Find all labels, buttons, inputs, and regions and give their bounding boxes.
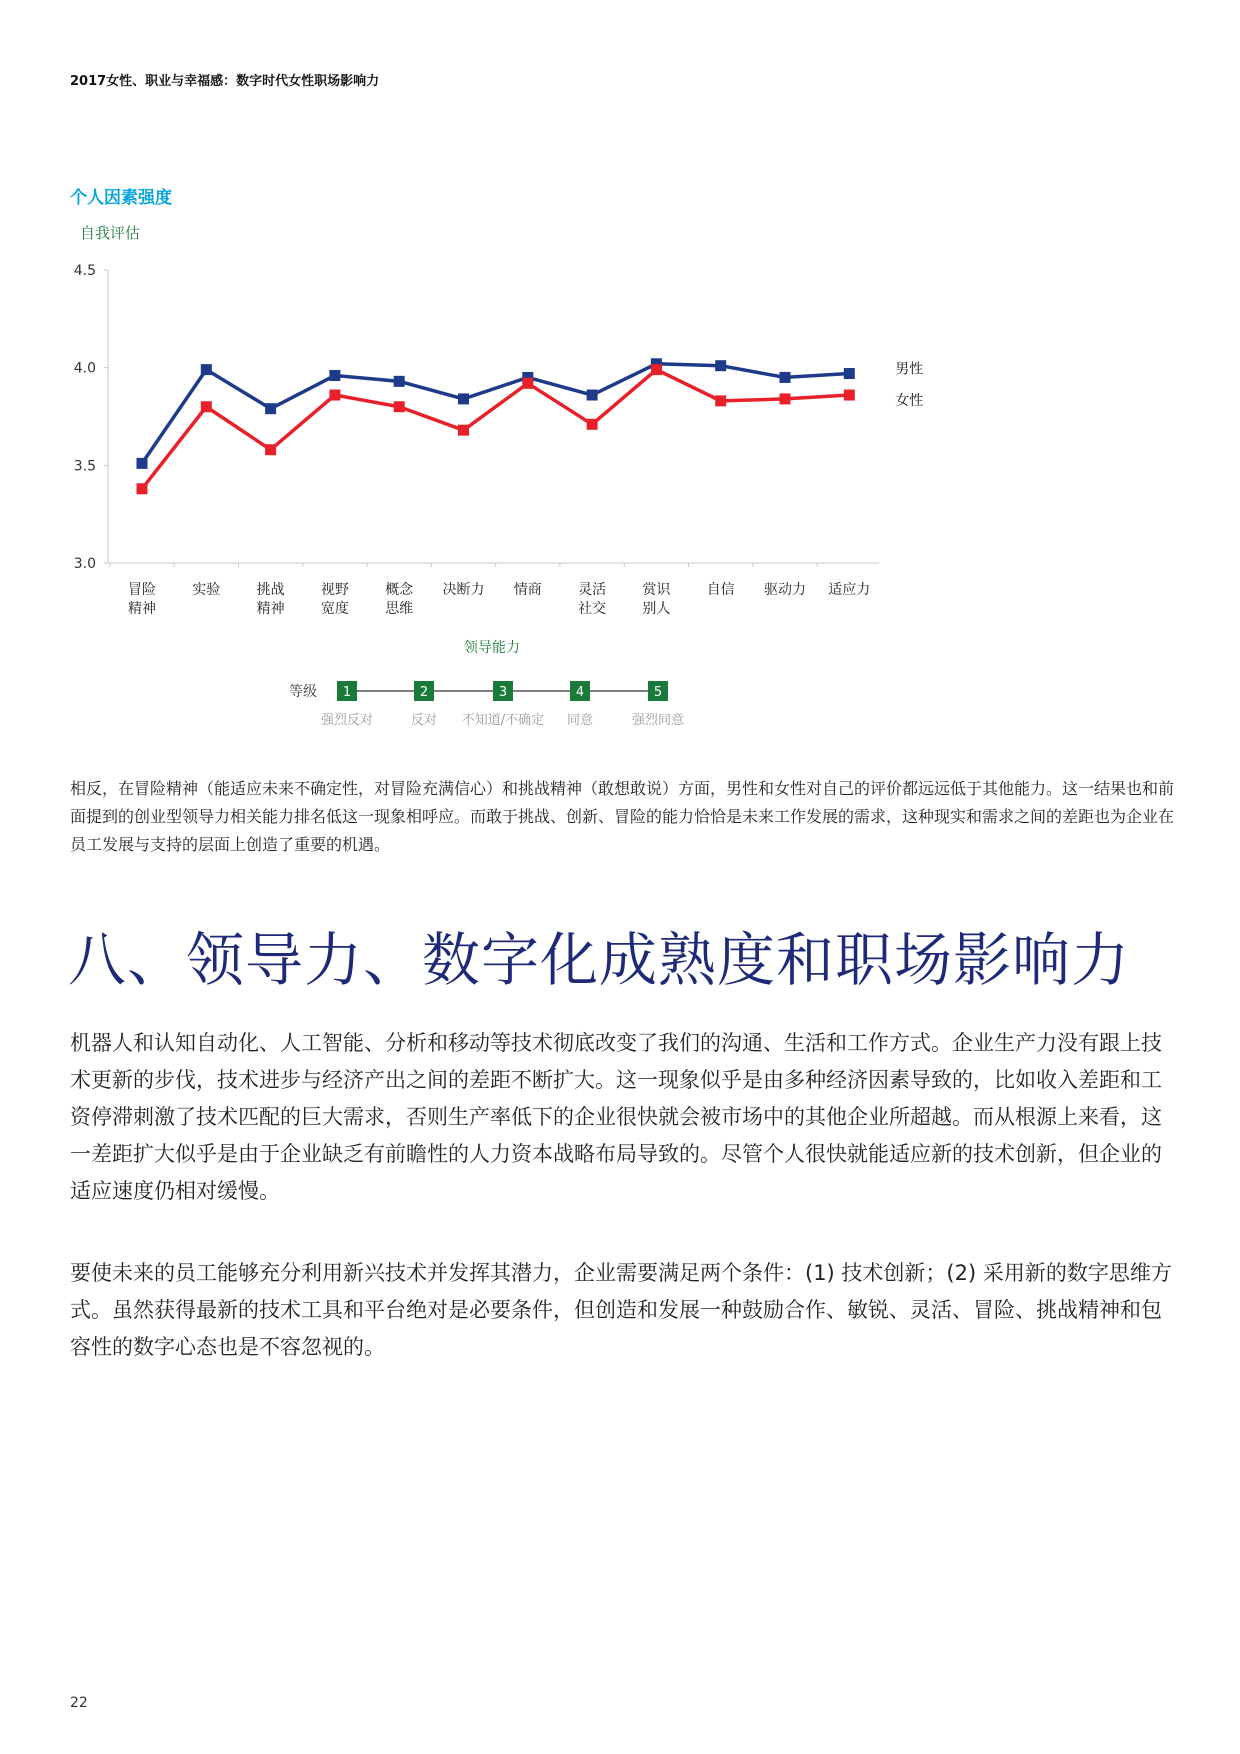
y-axis-label: 自我评估 bbox=[80, 224, 141, 242]
page-number: 22 bbox=[70, 1695, 88, 1711]
scale-level-text: 强烈反对 bbox=[320, 713, 374, 728]
x-tick-label: 别人 bbox=[642, 601, 671, 617]
data-point bbox=[394, 376, 405, 387]
x-tick-label: 赏识 bbox=[642, 582, 671, 598]
data-point bbox=[780, 393, 791, 404]
data-point bbox=[715, 360, 726, 371]
x-tick-label: 决断力 bbox=[442, 582, 485, 598]
x-tick-label: 精神 bbox=[256, 601, 285, 617]
data-point bbox=[394, 401, 405, 412]
scale-level-text: 不知道/不确定 bbox=[461, 713, 545, 728]
x-tick-label: 灵活 bbox=[578, 582, 607, 598]
x-tick-label: 概念 bbox=[385, 582, 414, 598]
y-tick-label: 4.0 bbox=[73, 360, 96, 377]
x-tick-label: 驱动力 bbox=[764, 582, 806, 598]
data-point bbox=[844, 390, 855, 401]
y-tick-label: 3.0 bbox=[73, 556, 96, 572]
chart-paragraph: 相反，在冒险精神（能适应未来不确定性，对冒险充满信心）和挑战精神（敢想敢说）方面，男性和女性对自己的评价都远远低于其他能力。这一结果也和前面提到的创业型领导力相关能力排名低这一现象相呼应。而敢于挑战、创新、冒险的能力恰恰是未来工作发展的需求，这种现实和需求之间的差距也为企业在员工发展与支持的层面上创造了重要的机遇。 bbox=[70, 779, 1175, 854]
x-tick-label: 冒险 bbox=[128, 582, 156, 598]
data-point bbox=[458, 393, 469, 404]
data-point bbox=[201, 364, 212, 375]
data-point bbox=[587, 390, 598, 401]
data-point bbox=[780, 372, 791, 383]
legend-label: 男性 bbox=[895, 361, 924, 378]
section-paragraph-1: 机器人和认知自动化、人工智能、分析和移动等技术彻底改变了我们的沟通、生活和工作方式。企业生产力没有跟上技术更新的步伐，技术进步与经济产出之间的差距不断扩大。这一现象似乎是由多种经济因素导致的，比如收入差距和工资停滞刺激了技术匹配的巨大需求，否则生产率低下的企业很快就会被市场中的其他企业所超越。而从根源上来看，这一差距扩大似乎是由于企业缺乏有前瞻性的人力资本战略布局导致的。尽管个人很快就能适应新的技术创新，但企业的适应速度仍相对缓慢。 bbox=[70, 1031, 1162, 1203]
x-tick-label: 自信 bbox=[706, 582, 735, 598]
data-point bbox=[844, 368, 855, 379]
scale-level-text: 强烈同意 bbox=[631, 713, 685, 728]
x-tick-label: 挑战 bbox=[256, 582, 285, 598]
scale-level-text: 同意 bbox=[566, 713, 594, 728]
scale-level-number: 5 bbox=[653, 685, 663, 700]
section-title: 八、领导力、数字化成熟度和职场影响力 bbox=[68, 926, 1131, 994]
y-tick-label: 3.5 bbox=[73, 458, 96, 475]
x-tick-label: 社交 bbox=[578, 601, 607, 617]
scale-level-number: 3 bbox=[498, 685, 508, 700]
x-tick-label: 适应力 bbox=[828, 582, 871, 598]
scale-level-number: 4 bbox=[575, 685, 585, 700]
data-point bbox=[651, 364, 662, 375]
x-tick-label: 情商 bbox=[513, 582, 542, 598]
legend-label: 女性 bbox=[895, 393, 924, 410]
data-point bbox=[265, 444, 276, 455]
x-tick-label: 宽度 bbox=[320, 601, 349, 617]
x-tick-label: 思维 bbox=[385, 601, 414, 617]
x-tick-label: 实验 bbox=[192, 582, 221, 598]
data-point bbox=[522, 378, 533, 389]
data-point bbox=[715, 395, 726, 406]
data-point bbox=[329, 370, 340, 381]
x-tick-label: 精神 bbox=[128, 601, 156, 617]
x-axis-label: 领导能力 bbox=[464, 640, 520, 656]
data-point bbox=[329, 390, 340, 401]
scale-level-number: 1 bbox=[342, 685, 352, 700]
y-tick-label: 4.5 bbox=[73, 263, 96, 279]
x-tick-label: 视野 bbox=[320, 582, 349, 598]
scale-level-number: 2 bbox=[419, 685, 429, 700]
scale-level-text: 反对 bbox=[410, 713, 438, 728]
data-point bbox=[265, 403, 276, 414]
data-point bbox=[137, 458, 148, 469]
series-line-male bbox=[142, 364, 849, 464]
line-chart bbox=[0, 215, 1240, 735]
document-header: 2017女性、职业与幸福感：数字时代女性职场影响力 bbox=[70, 74, 380, 89]
data-point bbox=[587, 419, 598, 430]
scale-label: 等级 bbox=[289, 684, 317, 700]
section-paragraph-2: 要使未来的员工能够充分利用新兴技术并发挥其潜力，企业需要满足两个条件：(1) 技术创新；(2) 采用新的数字思维方式。虽然获得最新的技术工具和平台绝对是必要条件，但创造和发展一种鼓励合作、敏锐、灵活、冒险、挑战精神和包容性的数字心态也是不容忽视的。 bbox=[70, 1261, 1172, 1359]
data-point bbox=[458, 425, 469, 436]
data-point bbox=[137, 483, 148, 494]
chart-section-title: 个人因素强度 bbox=[70, 188, 172, 208]
data-point bbox=[201, 401, 212, 412]
